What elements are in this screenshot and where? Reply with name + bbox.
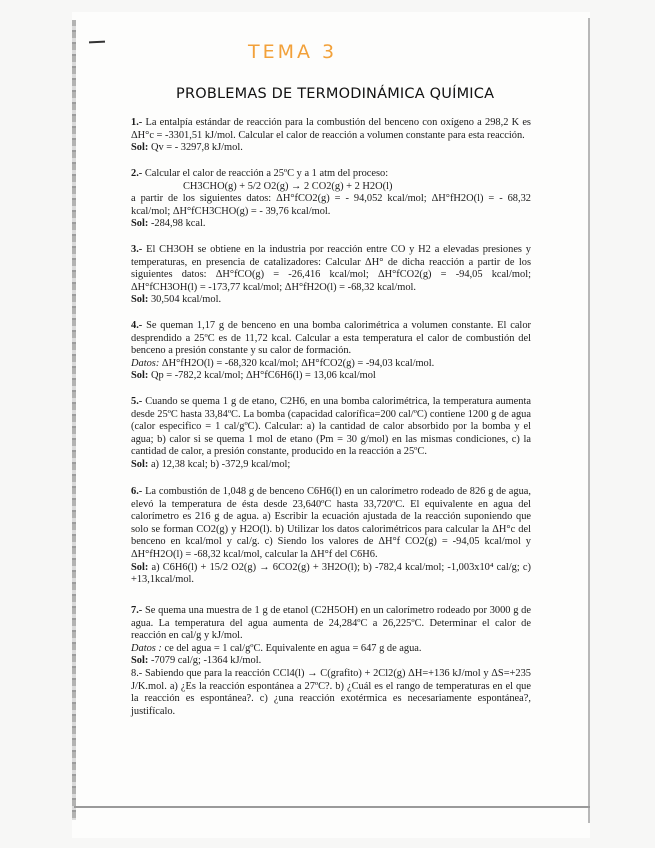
problem-number: 3.- [131,244,143,255]
problem-text: Se quema una muestra de 1 g de etanol (C2H5OH) en un calorímetro rodeado por 3000 g de agua. La temperatura del agua aumenta de 24,284ºC a 26,225ºC. Determinar el calor de reacción en cal/g y kJ/mol. [131,605,531,642]
problem-2 [131,168,531,231]
document-title: PROBLEMAS DE TERMODINÁMICA QUÍMICA [176,86,495,102]
problem-1 [131,117,531,155]
problem-text: Se queman 1,17 g de benceno en una bomba calorimétrica a volumen constante. El calor desprendido a 25ºC es de 11,72 kcal. Calcular a esta temperatura el calor de combustión del benceno a presión constante y su calor de formación. [131,320,531,357]
problem-number: 1.- [131,117,143,128]
problem-3 [131,244,531,307]
problem-4 [131,320,531,383]
solution-text: -284,98 kcal. [150,218,206,230]
binder-edge [72,20,76,820]
problem-text: Cuando se quema 1 g de etano, C2H6, en una bomba calorimétrica, la temperatura aumenta desde 25ºC hasta 33,84ºC. La bomba (capacidad calorífica=200 cal/ºC) contiene 1200 g de agua (calor especifico = 1 cal/gºC). Calcular: a) la cantidad de calor absorbido por la bomba y el agua; b) calor si se quema 1 mol de etano (Pm = 30 g/mol) en las mismas condiciones, c) la cantidad de calor, a presión constante, producido en la reacción a 25ºC. [131,396,531,458]
problem-text: La entalpía estándar de reacción para la combustión del benceno con oxígeno a 298,2 K es ΔH°c = -3301,51 kJ/mol. Calcular el calor de reacción a volumen constante para esta reacción. [131,117,531,141]
reaction-equation: CH3CHO(g) + 5/2 O2(g) → 2 CO2(g) + 2 H2O(l) [183,180,393,192]
page-edge-right [588,18,590,823]
solution-label: Sol: [131,294,149,306]
problem-5 [131,396,531,472]
solution-text: Qv = - 3297,8 kJ/mol. [150,142,243,154]
solution-label: Sol: [131,458,149,470]
problem-number: 8.- [131,668,143,679]
problem-text: Calcular el calor de reacción a 25ºC y a 1 atm del proceso: [144,168,389,179]
problem-number: 5.- [131,396,143,407]
problem-number: 7.- [131,605,143,616]
problem-data: a partir de los siguientes datos: ΔH°fCO2(g) = - 94,052 kcal/mol; ΔH°fH2O(l) = - 68,32 kcal/mol; ΔH°fCH3CHO(g) = - 39,76 kcal/mol. [131,193,531,217]
problem-number: 2.- [131,168,143,179]
problem-number: 4.- [131,320,143,331]
solution-text: a) C6H6(l) + 15/2 O2(g) → 6CO2(g) + 3H2O(l); b) -782,4 kcal/mol; -1,003x10⁴ cal/g; c) +13,1kcal/mol. [131,561,531,586]
solution-text: Qp = -782,2 kcal/mol; ΔH°fC6H6(l) = 13,06 kcal/mol [150,370,376,382]
problem-text: La combustión de 1,048 g de benceno C6H6(l) en un calorímetro rodeado de 826 g de agua, elevó la temperatura de ésta desde 23,640ºC hasta 33,720ºC. El equivalente en agua del calorímetro es 216 g de agua. a) Escribir la ecuación ajustada de la reacción suponiendo que solo se forman CO2(g) y H2O(l). b) Utilizar los datos calorimétricos para calcular la ΔH°c del benceno en kcal/mol y cal/g. c) Siendo los valores de ΔH°f CO2(g) = -94,05 kcal/mol y ΔH°fH2O(l) = -68,32 kcal/mol, calcular la ΔH°f del C6H6. [131,486,531,560]
solution-label: Sol: [131,218,149,230]
data-label: Datos: [131,357,160,369]
handwritten-title: TEMA 3 [248,41,338,63]
problem-6 [131,486,531,587]
solution-label: Sol: [131,370,149,382]
problem-number: 6.- [131,486,143,497]
data-label: Datos : [131,642,162,654]
page-edge-bottom [74,806,590,808]
solution-label: Sol: [131,655,149,667]
solution-text: -7079 cal/g; -1364 kJ/mol. [150,655,262,667]
problem-data: ΔH°fH2O(l) = -68,320 kcal/mol; ΔH°fCO2(g) = -94,03 kcal/mol. [161,357,435,369]
solution-text: 30,504 kcal/mol. [150,294,222,306]
solution-text: a) 12,38 kcal; b) -372,9 kcal/mol; [150,458,291,470]
solution-label: Sol: [131,142,149,154]
problem-data: ce del agua = 1 cal/gºC. Equivalente en agua = 647 g de agua. [164,642,422,654]
problem-8 [131,668,531,718]
solution-label: Sol: [131,561,149,573]
problem-7 [131,605,531,668]
problem-text: Sabiendo que para la reacción CCl4(l) → C(grafito) + 2Cl2(g) ΔH=+136 kJ/mol y ΔS=+235 J/K.mol. a) ¿Es la reacción espontánea a 27ºC?. b) ¿Cuál es el rango de temperaturas en el que la reacción es espontánea?. c) ¿una reacción exotérmica es necesariamente espontánea?, justifícalo. [131,668,531,717]
problem-text: El CH3OH se obtiene en la industria por reacción entre CO y H2 a elevadas presiones y temperaturas, en presencia de catalizadores: Calcular ΔH° de dicha reacción a partir de los siguientes datos: ΔH°fCO(g) = -26,416 kcal/mol; ΔH°fCO2(g) = -94,05 kcal/mol; ΔH°fCH3OH(l) = -173,77 kcal/mol; ΔH°fH2O(l) = -68,32 kcal/mol. [131,244,531,293]
